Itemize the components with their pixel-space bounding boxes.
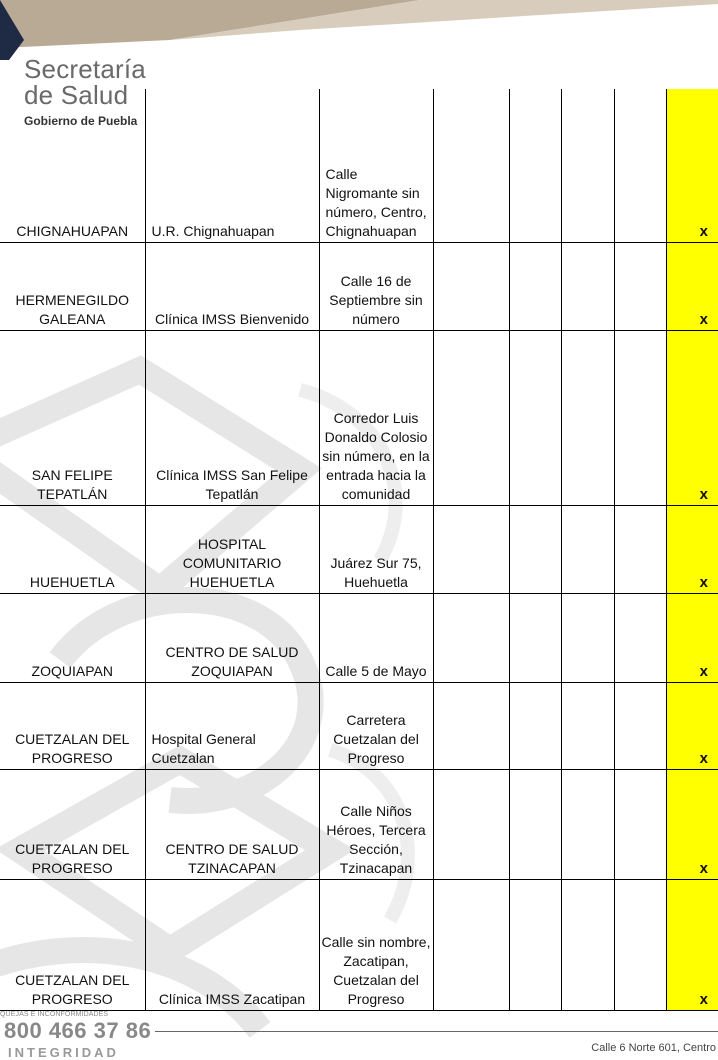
header-band xyxy=(0,0,718,60)
unidad-cell: CENTRO DE SALUD TZINACAPAN xyxy=(145,769,319,879)
table-row xyxy=(0,682,718,769)
empty-cell xyxy=(509,242,561,330)
empty-cell xyxy=(509,593,561,682)
municipio-cell: CUETZALAN DEL PROGRESO xyxy=(0,879,145,1010)
empty-cell xyxy=(614,879,666,1010)
empty-cell xyxy=(561,330,614,505)
empty-cell xyxy=(433,769,509,879)
unidad-cell: CENTRO DE SALUD ZOQUIAPAN xyxy=(145,593,319,682)
table-row xyxy=(0,242,718,330)
empty-cell xyxy=(433,505,509,593)
direccion-cell: Calle Niños Héroes, Tercera Sección, Tzinacapan xyxy=(319,769,433,879)
empty-cell xyxy=(614,593,666,682)
municipio-cell: CUETZALAN DEL PROGRESO xyxy=(0,769,145,879)
mark-cell: x xyxy=(666,769,718,879)
empty-cell xyxy=(561,593,614,682)
unidad-cell: Hospital General Cuetzalan xyxy=(145,682,319,769)
direccion-cell: Calle sin nombre, Zacatipan, Cuetzalan del Progreso xyxy=(319,879,433,1010)
empty-cell xyxy=(614,505,666,593)
empty-cell xyxy=(509,89,561,242)
empty-cell xyxy=(433,89,509,242)
mark-cell: x xyxy=(666,89,718,242)
direccion-cell: Corredor Luis Donaldo Colosio sin número, en la entrada hacia la comunidad xyxy=(319,330,433,505)
unidad-cell: U.R. Chignahuapan xyxy=(145,89,319,242)
table-row xyxy=(0,769,718,879)
health-units-table xyxy=(0,89,718,1011)
direccion-cell: Calle Nigromante sin número, Centro, Chignahuapan xyxy=(319,89,433,242)
mark-cell: x xyxy=(666,242,718,330)
empty-cell xyxy=(614,330,666,505)
municipio-cell: CUETZALAN DEL PROGRESO xyxy=(0,682,145,769)
logo-line-3: Gobierno de Puebla xyxy=(24,114,138,128)
empty-cell xyxy=(509,330,561,505)
empty-cell xyxy=(614,242,666,330)
secretaria-salud-logo xyxy=(24,56,146,128)
municipio-cell: SAN FELIPE TEPATLÁN xyxy=(0,330,145,505)
complaints-phone: 800 466 37 86 xyxy=(4,1018,152,1043)
empty-cell xyxy=(433,593,509,682)
empty-cell xyxy=(433,330,509,505)
mark-cell: x xyxy=(666,505,718,593)
mark-cell: x xyxy=(666,330,718,505)
direccion-cell: Calle 16 de Septiembre sin número xyxy=(319,242,433,330)
logo-line-2: de Salud xyxy=(24,80,129,110)
unidad-cell: Clínica IMSS Bienvenido xyxy=(145,242,319,330)
mark-cell: x xyxy=(666,593,718,682)
empty-cell xyxy=(561,879,614,1010)
logo-line-1: Secretaría xyxy=(24,54,146,84)
table-row xyxy=(0,505,718,593)
empty-cell xyxy=(509,879,561,1010)
empty-cell xyxy=(561,682,614,769)
empty-cell xyxy=(561,505,614,593)
empty-cell xyxy=(433,879,509,1010)
complaints-label: QUEJAS E INCONFORMIDADES xyxy=(0,1011,109,1018)
mark-cell: x xyxy=(666,682,718,769)
table-row xyxy=(0,879,718,1010)
empty-cell xyxy=(561,769,614,879)
unidad-cell: HOSPITAL COMUNITARIO HUEHUETLA xyxy=(145,505,319,593)
empty-cell xyxy=(561,89,614,242)
direccion-cell: Calle 5 de Mayo xyxy=(319,593,433,682)
empty-cell xyxy=(561,242,614,330)
empty-cell xyxy=(614,682,666,769)
empty-cell xyxy=(509,769,561,879)
municipio-cell: HERMENEGILDO GALEANA xyxy=(0,242,145,330)
integrity-label: INTEGRIDAD xyxy=(8,1045,119,1060)
municipio-cell: CHIGNAHUAPAN xyxy=(0,89,145,242)
municipio-cell: HUEHUETLA xyxy=(0,505,145,593)
direccion-cell: Juárez Sur 75, Huehuetla xyxy=(319,505,433,593)
unidad-cell: Clínica IMSS Zacatipan xyxy=(145,879,319,1010)
footer-address: Calle 6 Norte 601, Centro xyxy=(591,1042,716,1054)
empty-cell xyxy=(433,682,509,769)
footer-divider xyxy=(155,1031,718,1032)
mark-cell: x xyxy=(666,879,718,1010)
empty-cell xyxy=(509,682,561,769)
municipio-cell: ZOQUIAPAN xyxy=(0,593,145,682)
table-row xyxy=(0,330,718,505)
empty-cell xyxy=(614,769,666,879)
empty-cell xyxy=(509,505,561,593)
empty-cell xyxy=(614,89,666,242)
table-row xyxy=(0,593,718,682)
unidad-cell: Clínica IMSS San Felipe Tepatlán xyxy=(145,330,319,505)
direccion-cell: Carretera Cuetzalan del Progreso xyxy=(319,682,433,769)
empty-cell xyxy=(433,242,509,330)
